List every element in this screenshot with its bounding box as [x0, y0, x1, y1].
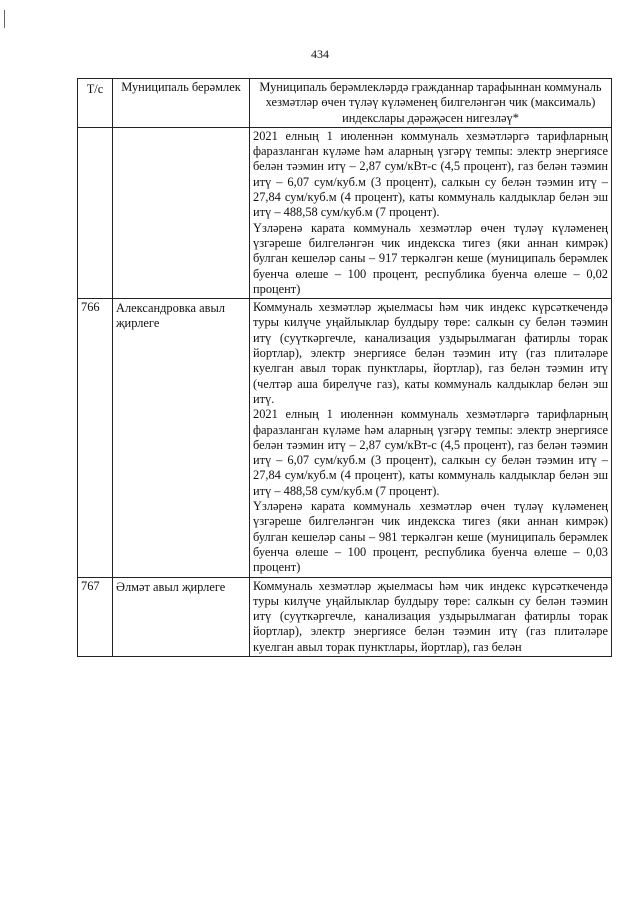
table-row [78, 299, 612, 577]
paragraph: 2021 елның 1 июленнән коммуналь хезмәтләргә тарифларның фаразланган күләме һәм аларның үзгәрү темпы: электр энергиясе белән тәэмин итү – 2,87 сум/кВт-с (4,5 процент), газ белән тәэмин итү – 6,07 сум/куб.м (3 процент), салкын су белән тәэмин итү – 27,84 сум/куб.м (4 процент), каты коммуналь калдыклар белән эш итү – 488,58 сум/куб.м (7 процент). [253, 128, 608, 220]
row-description [250, 577, 612, 656]
row-number: 767 [78, 577, 113, 656]
row-description [250, 299, 612, 577]
table-row [78, 577, 612, 656]
row-description [250, 127, 612, 298]
table-row [78, 127, 612, 298]
paragraph: 2021 елның 1 июленнән коммуналь хезмәтләргә тарифларның фаразланган күләме һәм аларның үзгәрү темпы: электр энергиясе белән тәэмин итү – 2,87 сум/кВт-с (4,5 процент), газ белән тәэмин итү – 6,07 сум/куб.м (3 процент), салкын су белән тәэмин итү – 27,84 сум/куб.м (4 процент), каты коммуналь калдыклар белән эш итү – 488,58 сум/куб.м (7 процент). [253, 407, 608, 498]
paragraph: Коммуналь хезмәтләр җыелмасы һәм чик индекс күрсәткечендә туры килүче уңайлыклар булдыру төре: салкын су белән тәэмин итү (суүткәргечле, канализация уздырылмаган фатирлы торак йортлар), электр энергиясе белән тәэмин итү (газ плитәләре куелган авыл торак пунктлары, йортлар), газ белән тәэмин итү (челтәр аша бирелүче газ), каты коммуналь калдыклар белән эш итү. [253, 300, 608, 406]
indices-table [77, 78, 612, 657]
header-num: Т/с [78, 79, 113, 128]
page-number: 434 [311, 47, 329, 61]
paragraph: Коммуналь хезмәтләр җыелмасы һәм чик индекс күрсәткечендә туры килүче уңайлыклар булдыру төре: салкын су белән тәэмин итү (суүткәргечле, канализация уздырылмаган фатирлы торак йортлар), электр энергиясе белән тәэмин итү (газ плитәләре куелган авыл торак пунктлары, йортлар), газ белән [253, 578, 608, 654]
header-description: Муниципаль берәмлекләрдә гражданнар тарафыннан коммуналь хезмәтләр өчен түләү күләменең билгеләнгән чик (максималь) индекслары дәрәҗәсен нигезләү* [250, 79, 612, 128]
table-header-row [78, 79, 612, 128]
row-municipality: Әлмәт авыл җирлеге [113, 577, 250, 656]
scan-edge-mark [4, 10, 5, 28]
row-number [78, 127, 113, 298]
row-municipality [113, 127, 250, 298]
paragraph: Үзләренә карата коммуналь хезмәтләр өчен түләү күләменең үзгәреше билгеләнгән чик индекска тигез (яки аннан кимрәк) булган кешеләр саны – 917 теркәлгән кеше (муниципаль берәмлек буенча өлеше – 100 процент, республика буенча өлеше – 0,02 процент) [253, 220, 608, 296]
row-municipality: Александровка авыл җирлеге [113, 299, 250, 577]
paragraph: Үзләренә карата коммуналь хезмәтләр өчен түләү күләменең үзгәреше билгеләнгән чик индекска тигез (яки аннан кимрәк) булган кешеләр саны – 981 теркәлгән кеше (муниципаль берәмлек буенча өлеше – 100 процент, республика буенча өлеше – 0,03 процент) [253, 499, 608, 575]
header-municipality: Муниципаль берәмлек [113, 79, 250, 128]
row-number: 766 [78, 299, 113, 577]
